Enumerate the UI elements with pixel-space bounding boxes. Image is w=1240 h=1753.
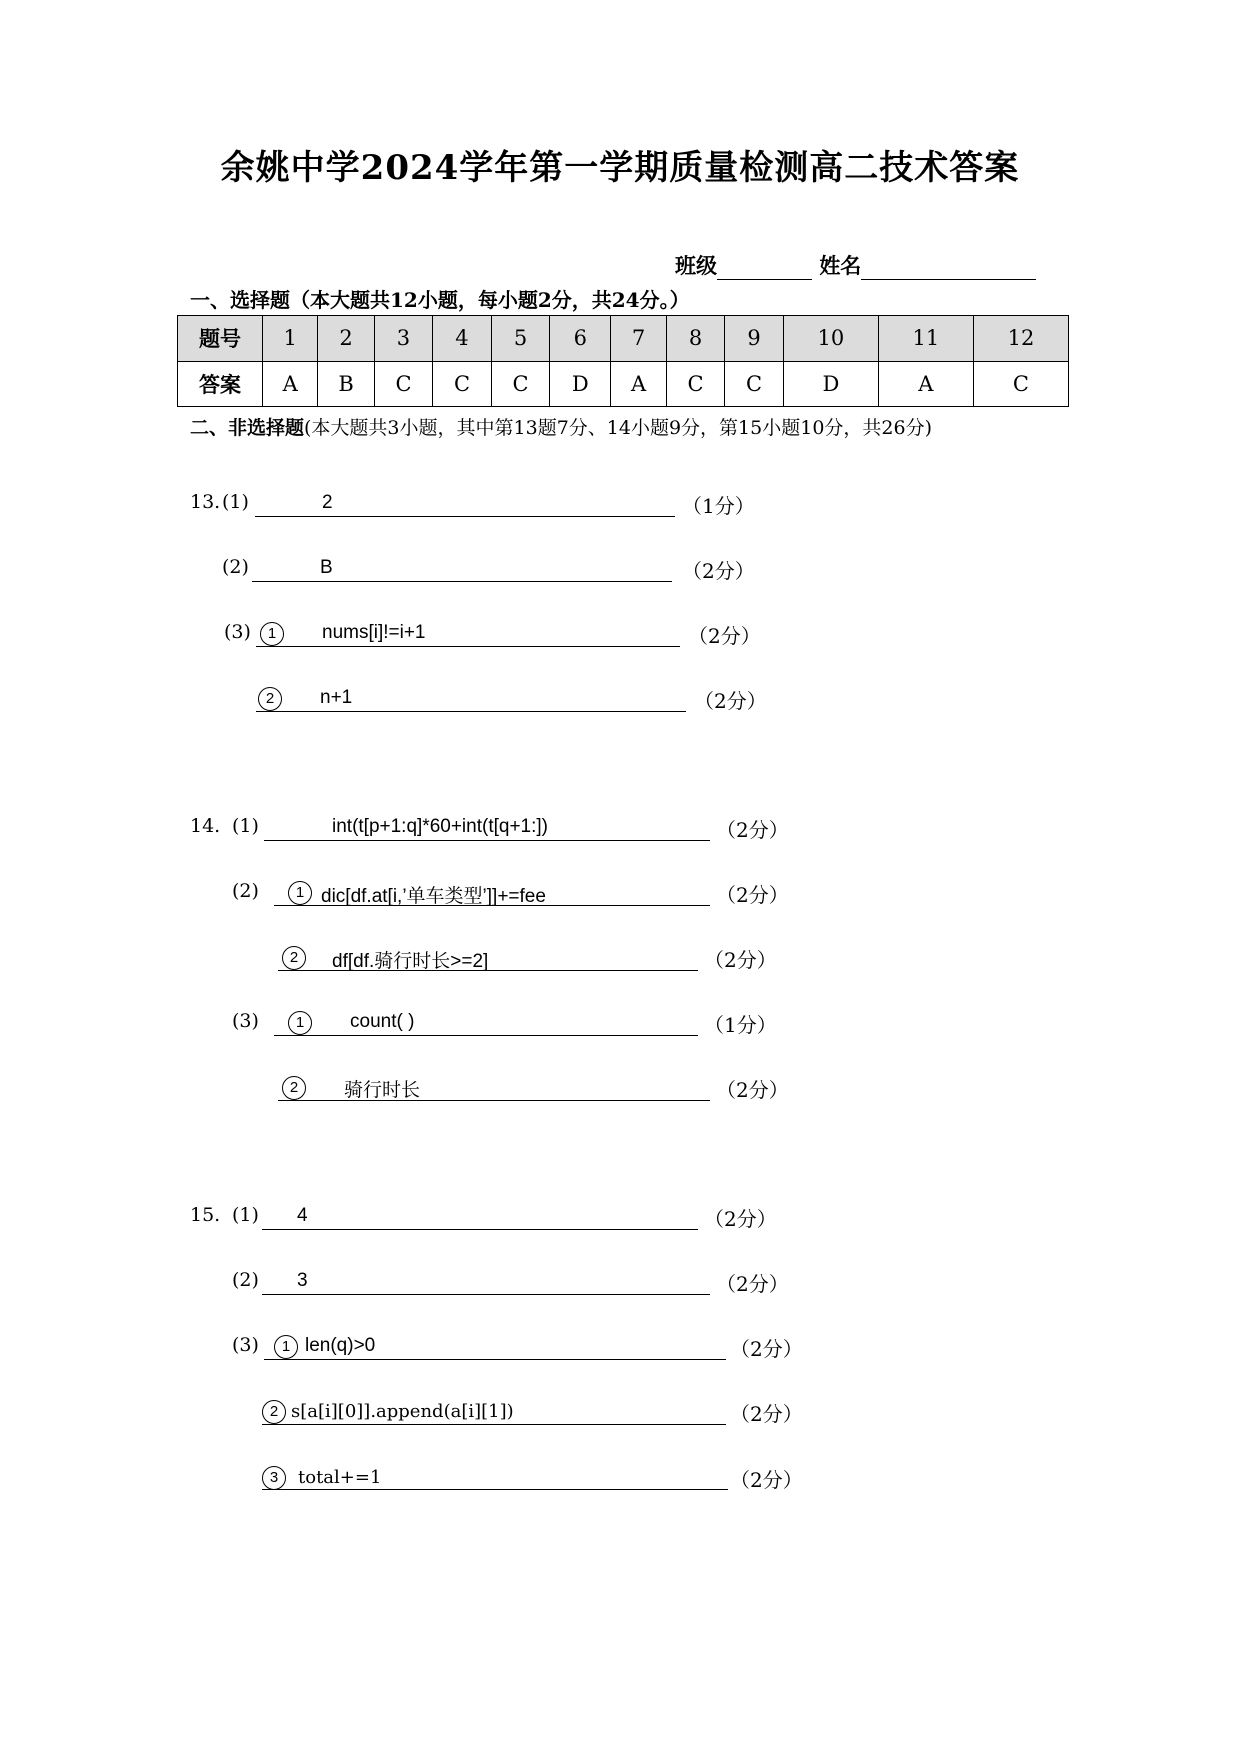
q14-p3a-answer: count( ) (350, 1011, 415, 1032)
question-number: 2 (318, 316, 374, 362)
section1-heading: 一、选择题（本大题共12小题，每小题2分，共24分。） (190, 288, 690, 312)
answer-line (252, 553, 672, 582)
section2-heading-bold: 二、非选择题 (190, 417, 305, 439)
row-label-answer: 答案 (178, 361, 263, 407)
name-label: 姓名 (819, 253, 862, 278)
answer-cell: A (611, 361, 666, 407)
question-number: 11 (878, 316, 973, 362)
name-blank (861, 259, 1036, 280)
question-number: 3 (374, 316, 433, 362)
section2-heading (190, 412, 1070, 444)
q14-p3b-points: （2分） (716, 1078, 789, 1102)
table-row (178, 316, 1069, 362)
q13-p1-answer: 2 (322, 492, 333, 513)
q15-p2-answer: 3 (297, 1270, 308, 1291)
q14-p3a-points: （1分） (704, 1013, 777, 1037)
q15-p2-points: （2分） (716, 1272, 789, 1296)
question-number: 8 (666, 316, 725, 362)
q15-p2-label: (2) (232, 1269, 259, 1291)
q14-p2b-points: （2分） (704, 948, 777, 972)
answer-line (255, 488, 675, 517)
q14-p1-points: （2分） (716, 818, 789, 842)
q14-p1-label: (1) (232, 815, 259, 837)
circled-number-2: 2 (282, 1076, 306, 1100)
answer-line (256, 618, 680, 647)
q15-p3a-points: （2分） (730, 1337, 803, 1361)
answer-line (274, 1007, 698, 1036)
q13-p3b-points: （2分） (694, 689, 767, 713)
q13-p3a-points: （2分） (688, 624, 761, 648)
q14-p2a-answer: dic[df.at[i,’单车类型’]]+=fee (321, 886, 546, 907)
circled-number-2: 2 (258, 687, 282, 711)
q14-number: 14. (190, 815, 221, 837)
q15-p3c-answer: total+=1 (298, 1467, 382, 1488)
q15-p3a-answer: len(q)>0 (305, 1335, 376, 1356)
answer-line (278, 1072, 710, 1101)
q13-p2-points: （2分） (682, 559, 755, 583)
q14-p1-answer: int(t[p+1:q]*60+int(t[q+1:]) (332, 816, 548, 837)
q14-p3b-answer: 骑行时长 (344, 1080, 421, 1101)
answer-cell: D (783, 361, 878, 407)
circled-number-1: 1 (288, 881, 312, 905)
q14-p2-label: (2) (232, 880, 259, 902)
q14-p3-label: (3) (232, 1010, 259, 1032)
question-number: 7 (611, 316, 666, 362)
q15-p1-points: （2分） (704, 1207, 777, 1231)
answer-cell: C (973, 361, 1068, 407)
circled-number-2: 2 (282, 946, 306, 970)
q13-p3-label: (3) (224, 621, 251, 643)
q15-p3b-answer: s[a[i][0]].append(a[i][1]) (291, 1401, 514, 1422)
answer-cell: C (374, 361, 433, 407)
question-number: 9 (725, 316, 784, 362)
q14-p2b-answer: df[df.骑行时长>=2] (332, 951, 489, 972)
answer-cell: C (666, 361, 725, 407)
question-number: 1 (263, 316, 318, 362)
student-info (675, 250, 1036, 280)
answer-line (262, 1266, 710, 1295)
q15-p3b-points: （2分） (730, 1402, 803, 1426)
class-label: 班级 (675, 253, 717, 278)
answer-cell: B (318, 361, 374, 407)
circled-number-1: 1 (274, 1335, 298, 1359)
q13-p2-label: (2) (222, 556, 249, 578)
question-number: 4 (433, 316, 492, 362)
answer-table (177, 315, 1069, 407)
q13-number: 13. (190, 491, 221, 513)
table-row (178, 361, 1069, 407)
q15-p3c-points: （2分） (730, 1468, 803, 1492)
class-blank (717, 259, 812, 280)
question-number: 10 (783, 316, 878, 362)
section2-heading-rest: (本大题共3小题，其中第13题7分、14小题9分，第15小题10分，共26分) (304, 417, 932, 439)
q15-p3-label: (3) (232, 1334, 259, 1356)
q13-p1-points: （1分） (682, 494, 755, 518)
circled-number-1: 1 (288, 1011, 312, 1035)
answer-cell: C (725, 361, 784, 407)
circled-number-2: 2 (262, 1400, 286, 1424)
answer-cell: C (491, 361, 550, 407)
q14-p2a-points: （2分） (716, 883, 789, 907)
q13-p3a-answer: nums[i]!=i+1 (322, 622, 426, 643)
question-number: 12 (973, 316, 1068, 362)
answer-cell: C (433, 361, 492, 407)
q13-p3b-answer: n+1 (320, 687, 353, 708)
row-label-number: 题号 (178, 316, 263, 362)
q15-number: 15. (190, 1204, 221, 1226)
q15-p1-label: (1) (232, 1204, 259, 1226)
circled-number-3: 3 (262, 1466, 286, 1490)
question-number: 6 (550, 316, 611, 362)
answer-cell: D (550, 361, 611, 407)
q13-p2-answer: B (320, 557, 333, 578)
answer-cell: A (263, 361, 318, 407)
answer-cell: A (878, 361, 973, 407)
q15-p1-answer: 4 (297, 1205, 308, 1226)
page-title: 余姚中学2024学年第一学期质量检测高二技术答案 (220, 148, 1020, 188)
answer-line (262, 1201, 698, 1230)
question-number: 5 (491, 316, 550, 362)
q13-p1-label: (1) (222, 491, 249, 513)
circled-number-1: 1 (260, 622, 284, 646)
